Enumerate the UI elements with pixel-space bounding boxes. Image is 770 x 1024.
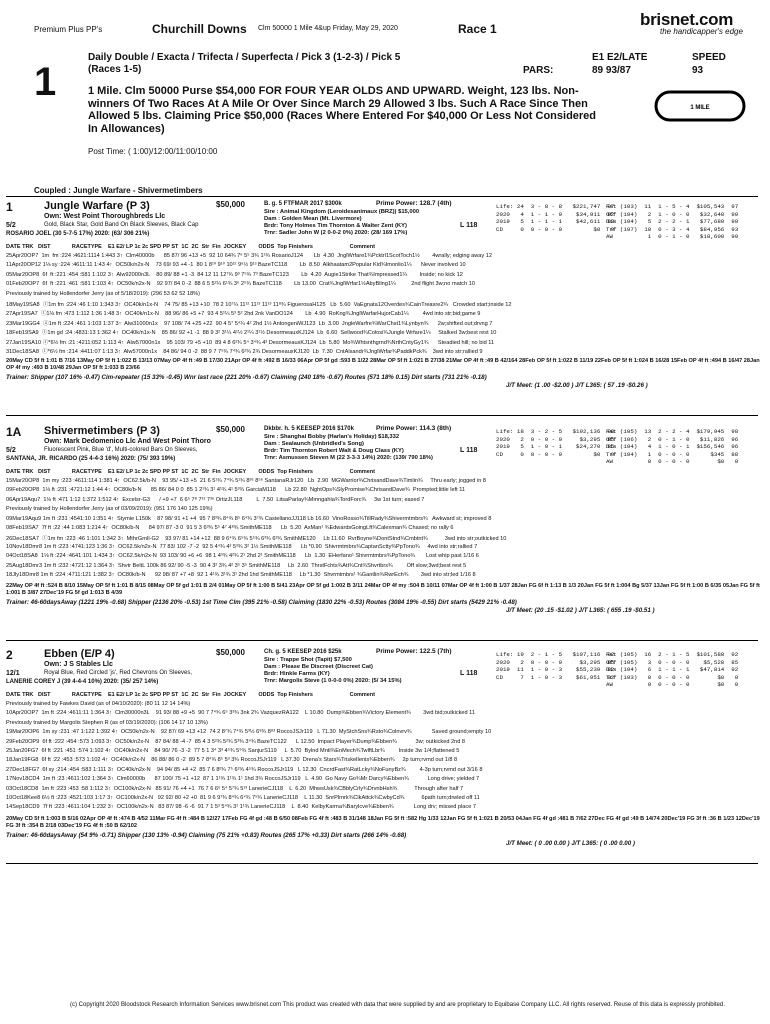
claiming-price: $50,000 — [216, 425, 245, 434]
prime-power: Prime Power: 122.5 (7th) — [376, 648, 452, 655]
surface-stat-row: Off (104) 2 1 - 0 - 0 $32,648 90 — [606, 210, 739, 218]
past-performance-line: 09Mar19Aqu9 1m ft :231 :4541:10 1:351 4↑ Stymie L150k 87 98/ 91 +1 +4 95 7 8³¾ 8⁴¾ 8⁵ 6⁴¾ 3⁷¾ CastellanoJJ118 Lb 16.60 VinoRosso¾TillRady¾Shivermtmbrs¾ Awkward st; improved 8 — [6, 515, 492, 522]
copyright-footer: (c) Copyright 2020 Bloodstock Research Information Services www.brisnet.com This product was created with data that were supplied by and are proprietary to Equibase Company LLC. All rights reserved. Reuse of this data is expressly prohibited. — [70, 1002, 725, 1008]
past-performance-line: 06Apr19Aqu7 1⅛ ft :471 1:12 1:372 1:512 4↑ Excelsr-G3 / +9 +7 6 6⁵ 7⁸ 7¹² 7³⁶ OrtizJL118 L 7.50 LitsaParlay¾Mmngahla¾TordForc¾ 3w 1st turn; eased 7 — [6, 496, 425, 503]
life-stat-row: CD 0 0 - 0 - 0 $0 0 — [496, 225, 615, 233]
silks: Fluorescent Pink, Blue 'd', Multi-colored Bars On Sleeves, — [44, 447, 198, 453]
past-performance-line: 10Oct18Kee8 6½ ft :223 :4521:103 1:17 3↑ OC100k/n2x-N 92 92/ 80 +2 +0 81 9 6 9⁷¾ 8⁴¾ 6⁴¾ 7⁵¾ LanerieCJ118 L 11.30 SnrPlrnrk¾ClkAttck¾CwbyCd¾ 6path turn;drwled off 11 — [6, 795, 480, 801]
past-performance-line: 15Mar20OP8 1m my :223 :4611:114 1:381 4↑ OC62.5k/b-N 93 95/ +13 +5 21 6 5¹¾ 7⁴¾ 5¹¾ 8³⁶ 8⁵⁶ SantanaRJr120 Lb 2.90 MGWarrior¾ChrisandDave¾Timlin¾ Thru early; jogged in 8 — [6, 478, 486, 484]
breeding: B. g. 5 FTFMAR 2017 $300k — [264, 201, 342, 207]
brisnet-tagline: the handicapper's edge — [660, 27, 743, 36]
life-stat-row: Life: 18 3 - 2 - 5 $192,136 98 — [496, 428, 615, 435]
surface-stat-row: Fst (103) 11 1 - 5 - 4 $105,543 97 — [606, 203, 739, 210]
owner: Own: Mark Dedomenico Llc And West Point Thoro — [44, 438, 211, 445]
claiming-price: $50,000 — [216, 200, 245, 209]
past-performance-line: 27Jan19SA10 ⓣ*6½ fm :21 :4211:052 1:113 4↑ Alw57000n1x 95 103/ 79 +5 +10 89 4 8 6²¾ 5⁴ 3⁴¾ 4³ DesormeauxKJ124 Lb 5.80 Mo¾Whtsnthgrnd¾NrthCntyGy1¾ Steadied hill; no bid 11 — [6, 339, 495, 346]
pp-column-header: DATE TRK DIST RACETYPE E1 E2/ LP 1c 2c SPD PP ST 1C 2C Str Fin JOCKEY ODDS Top Finishers Comment — [6, 692, 375, 698]
surface-stat-row: Fst (105) 13 2 - 2 - 4 $179,945 98 — [606, 428, 739, 435]
jockey-info: SANTANA, JR. RICARDO (25 4-4-3 16%) 2020: (75/ 393 19%) — [6, 456, 176, 462]
post-time: Post Time: ( 1:00)/12:00/11:00/10:00 — [88, 147, 218, 156]
past-performance-line: 18Jan19FG8 6f ft :22 :453 :573 1:102 4↑ OC40k/n2x-N 86 88/ 86 0 -2 89 5 7 8⁴¾ 8⁵ 5³ 3¾ RoccoJSJr119 L 37.30 Drena's Stars¾TriskelIenis¾Ebben¾ 2p turn;rvmd out 1/8 8 — [6, 757, 458, 764]
past-performance-line: 03Oct18CD8 1m ft :223 :453 :58 1:112 3↑ OC100k/n2x-N 85 91/ 76 +4 +1 76 7 6 6⁶ 5⁴ 5⁷¾ 5¹³ LanerieCJ118 L 6.20 MhwsUsk¾CBblyCrly¾DrvnbHsh¾ Through after half 7 — [6, 785, 464, 792]
past-performance-line: Previously trained by Hollendorfer Jerry (as of 03/09/2019): (951 176 140 125 19%) — [6, 506, 213, 513]
post-position: 1A — [6, 425, 22, 439]
breeder: Brdr: Hinkle Farms (KY) — [264, 671, 330, 677]
track-diagram-icon — [650, 82, 750, 126]
past-performance-line: 10Nov18Dmr8 1m ft :223 :4741:123 1:36 3↑ OC62.5k/n2x-N 77 83/ 102 -7 -2 92 5 4⁴¾ 4² 5³¾ 3² 1½ SmithME118 Lb *0.90 Shivrmtmbrs¾CaptanSctty¾PpTono¾ 4wd into str;rallied 7 — [6, 543, 478, 550]
divider — [6, 415, 758, 416]
wager-types: Daily Double / Exacta / Trifecta / Superfecta / Pick 3 (1-2-3) / Pick 5 (Races 1-5) — [88, 52, 401, 75]
past-performance-line: Previously trained by Margolis Stephen R (as of 03/19/2020): (106 14 17 10 13%) — [6, 719, 208, 726]
race-meta: Clm 50000 1 Mile 4&up Friday, May 29, 2020 — [258, 25, 398, 32]
divider — [6, 640, 758, 641]
life-stat-row: 2020 4 1 - 1 - 0 $34,911 92 — [496, 210, 615, 218]
horse-name: Shivermetimbers (P 3) — [44, 425, 160, 437]
morning-line-odds: 12/1 — [6, 670, 20, 677]
owner: Own: J S Stables Llc — [44, 661, 113, 668]
coupled-entry: Coupled : Jungle Warfare - Shivermetimbers — [34, 186, 203, 195]
past-performance-line: 25Aug18Dmr3 1m ft :232 :4721:12 1:364 3↑ Shvtr BeltL 100k 86 92/ 90 -5 -3 90 4 3² 3¾ 4² 3⁵ 3⁵ SmithME118 Lb 2.60 ThrstFchts¾Att¾Cnt¾Shvrtbrs¾ Off slow;3wd;best rest 5 — [6, 562, 467, 569]
trainer-stats: Trainer: Shipper (107 16% -0.47) Cim-repeater (15 33% -0.45) Wnr last race (221 20% -0.67) Claiming (240 18% -0.67) Routes (571 18% 0.15) Dirt starts (731 21% -0.18) — [6, 374, 487, 382]
pp-column-header: DATE TRK DIST RACETYPE E1 E2/ LP 1c 2c SPD PP ST 1C 2C Str Fin JOCKEY ODDS Top Finishers Comment — [6, 244, 375, 250]
life-stat-row: CD 7 1 - 0 - 3 $61,951 92 — [496, 673, 615, 681]
past-performance-line: Previously trained by Fawkes David (as of 04/10/2020): (80 11 12 14 14%) — [6, 701, 191, 707]
past-performance-line: 01Feb20OP7 6f ft :221 :461 :581 1:103 4↑ OC50k/n2x-N 92 97/ 84 0 -2 88 6 5 5²¼ 6¹¾ 3⁶ 2⁵¾ BazeTC118 Lb 13.00 Crat¾JnglWrfar1½AbyBling1¼ 2nd flight 3w;no match 10 — [6, 281, 475, 288]
life-stat-row: Life: 19 2 - 1 - 5 $107,116 92 — [496, 651, 615, 658]
past-performance-line: 18May19SA8 ⓣ1m fm :224 :46 1:10 1:343 3↑ OC40k/n1x-N 74 75/ 85 +13 +10 78 2 10⁷¼ 11¹² 11¹³ 11¹³ 11⁸¾ FiguerosaH125 Lb 5.60 VaEgnata12Overdes¾CainTreasre2¾ Crowded start;inside 12 — [6, 302, 512, 308]
horse-name: Jungle Warfare (P 3) — [44, 200, 150, 212]
sire: Sire : Shanghai Bobby (Harlan's Holiday) $18,332 — [264, 434, 400, 440]
past-performance-line: Previously trained by Hollendorfer Jerry (as of 5/18/2019): (296 53 62 52 18%) — [6, 290, 201, 297]
past-performance-line: 27Apr19SA7 ⓣ1⅛ fm :473 1:112 1:36 1:48 3↑ OC40k/n1x-N 88 96/ 86 +5 +7 93 4 5¹¼ 5³ 5² 2hd 2nk VanDO124 Lb 4.90 RoKng¾JnglWarfarHujorCab1¼ 4wd into str;bid;game 9 — [6, 311, 481, 318]
weight: L 118 — [460, 222, 478, 229]
horse-entry — [6, 200, 766, 415]
trainer-stats: Trainer: 46-60daysAway (1221 19% -0.68) Shipper (2136 20% -0.53) 1st Time Clm (395 21% -0.58) Claiming (1830 22% -0.53) Routes (3084 19% -0.55) Dirt starts (5429 21% -0.48) — [6, 599, 517, 607]
trainer: Trnr: Margolis Steve (1 0-0-0 0%) 2020: (5/ 34 15%) — [264, 678, 402, 684]
breeder: Brdr: Tim Thornton Robert Walt & Doug Class (KY) — [264, 448, 404, 454]
trainer: Trnr: Asmussen Steven M (22 3-3-3 14%) 2020: (139/ 790 18%) — [264, 455, 433, 461]
pars-values: 89 93/87 — [592, 65, 631, 76]
breeding: Ch. g. 5 KEESEP 2016 $25k — [264, 649, 342, 655]
prime-power: Prime Power: 114.3 (8th) — [376, 425, 452, 432]
surface-stat-row: Fst (105) 16 2 - 1 - 5 $101,588 92 — [606, 651, 739, 658]
surface-stat-row: Off (105) 3 0 - 0 - 0 $5,528 85 — [606, 658, 739, 666]
surface-stat-row: AW 0 0 - 0 - 0 $0 0 — [606, 681, 739, 688]
past-performance-line: 04Oct18SA8 1⅛ ft :224 :4641:101 1:434 3↑ OC62.5k/n2x-N 93 103/ 90 +6 +6 98 1 4³¾ 4²¾ 2¹ 2hd 2¹ SmithME118 Lb 1.30 EHerfano¹ Shivrmtmbrs¾PpTono¾ Lost whip past 1/16 6 — [6, 553, 479, 560]
trainer-stats: Trainer: 46-60daysAway (54 9% -0.71) Shipper (130 13% -0.94) Claiming (75 21% +0.83) Routes (265 17% +0.33) Dirt starts (266 14% -0.68) — [6, 831, 407, 839]
life-stat-row: CD 0 0 - 0 - 0 $0 0 — [496, 450, 615, 458]
weight: L 118 — [460, 447, 478, 454]
divider — [6, 196, 758, 197]
jockey-info: LANERIE COREY J (39 4-4-4 10%) 2020: (35/ 257 14%) — [6, 679, 159, 685]
pars-header: E1 E2/LATE — [592, 52, 648, 63]
race-number: 1 — [34, 60, 57, 104]
weight: L 118 — [460, 670, 478, 677]
past-performance-line: 05Mar20OP8 6f ft :221 :454 :581 1:102 3↑ Alw92000n3L 80 89/ 88 +1 -3 84 12 11 12⁷¾ 9³ 7⁵¾ 7³ BazeTC123 Lb 4.20 Augie1Strike That¾Impressed1¼ Inside; no kick 12 — [6, 271, 463, 278]
life-stat-row: 2019 5 1 - 1 - 1 $42,611 93 — [496, 218, 615, 225]
past-performance-line: 26Dec18SA7 ⓣ1m fm :223 :46 1:101 1:342 3↑ MthrGrnll-G2 93 97/ 81 +14 +12 88 9 6⁴¾ 6⁵¾ 5⁵¾ 6³¾ 6³¾ SmithME120 Lb 11.60 RvrBoyne¾DontStnd¾Cmbtnt¾ 3wd into str;outkicked 10 — [6, 536, 507, 543]
surface-stat-row: AW 0 0 - 0 - 0 $0 0 — [606, 458, 739, 465]
past-performance-line: 10Apr20OP7 1m ft :224 :4611:11 1:364 3↑ Clm30000n3L 91 93/ 88 +9 +5 90 7 7⁴¾ 6⁵ 3³¾ 3nk 2¾ VazquezRA122 L 10.80 Dump¾Ebben¾Victory Element¾ 3wd bid;outkicked 11 — [6, 710, 475, 717]
post-position: 1 — [6, 200, 13, 214]
breeding: Dkbbr. h. 5 KEESEP 2016 $170k — [264, 426, 354, 432]
workouts: 20May CD 5f ft 1:003 B 5/16 02Apr OP 4f ft :474 B 4/52 11Mar FG 4f ft :484 B 12/27 17Feb FG 4f gd :48 B 6/50 08Feb FG 4f ft :483 B 31/148 18Jan FG 5f ft :582 Hg 1/33 12Jan FG 5f ft 1:021 B 20/53 04Jan FG 4f gd :481 B 7/62 27Dec FG 4f gd :49 B 14/74 20Dec'19 FG 3f ft :36 B 1/23 12Dec'19 FG 3f ft :354 B 2/18 03Dec'19 FG 4f ft :50 B 62/102 — [6, 815, 760, 829]
workouts: 22May OP 4f ft :524 B 8/10 15May OP 5f ft 1:01 B 8/15 08May OP 5f gd 1:01 B 2/4 01May OP 5f ft 1:00 B 5/41 23Apr OP 5f gd 1:002 B 3/11 24Mar OP 4f my :504 B 10/11 07Mar OP 4f ft 1:00 B 1/37 28Jan FG 6f ft 1:13 B 1/3 20Jan FG 5f ft 1:004 Bg 5/37 13Jan FG 5f ft 1:00 B 6/35 05Jan FG 5f ft 1:001 B 3/87 27Dec'19 FG 5f gd 1:013 B 4/39 — [6, 583, 760, 597]
past-performance-line: 27Dec18FG7 6f sy :214 :454 :583 1:111 3↑ OC40k/n2x-N 94 94/ 85 +4 +2 85 7 6 8²¾ 7⁵ 6²¾ 4⁵¾ RoccoJSJr119 L 12.30 CncrdFast¾RatLcky¾NoFunyBz¾ 4-3p turn;rvmd out 3/16 8 — [6, 766, 483, 773]
jt-meet-stats: J/T Meet: ( 0 .00 0.00 ) J/T L365: ( 0 .00 0.00 ) — [506, 839, 635, 847]
life-stat-row: 2019 5 1 - 0 - 1 $24,270 95 — [496, 443, 615, 450]
past-performance-line: 25Jan20FG7 6f ft :221 :451 :574 1:102 4↑ OC40k/n2x-N 84 90/ 76 -3 -2 77 5 1 3⁴ 3³ 4⁵¾ 5⁹¾ SanjurS119 L 5.70 Bylnd Mntl¾EnMech¾TwlftLbr¾ Inside 3w 1/4;flattened 5 — [6, 748, 460, 754]
pp-column-header: DATE TRK DIST RACETYPE E1 E2/ LP 1c 2c SPD PP ST 1C 2C Str Fin JOCKEY ODDS Top Finishers Comment — [6, 469, 375, 475]
jt-meet-stats: J/T Meet: (1 .00 -$2.00 ) J/T L365: ( 57 .19 -$0.26 ) — [506, 382, 648, 390]
speed-value: 93 — [692, 65, 704, 76]
past-performance-line: 25Apr20OP7 1m fm :224 :4621:1114 1:443 3↑ Clm40000b 85 87/ 96 +13 +5 92 10 64¾ 7⁶ 5⁵ 3¾ 1¹¾ RosarioJ124 Lb 4.30 JnglWrfare1¾Pcktrl1ScotToch1½ 4wrally; edging away 12 — [6, 253, 492, 259]
past-performance-line: 23Mar19GG4 ⓐ1m ft :224 :461 1:103 1:37 3↑ Alw31000n1x 97 108/ 74 +25 +22 90 4 5⁷ 5⁴¼ 4² 2hd 1½ AntongeniWJ123 Lb 3.00 JngleWarfre¾WarChst1¾Lynbyn¾ 2w;shifted out;drvng 7 — [6, 320, 493, 327]
brisnet-logo: brisnet.com — [640, 10, 734, 29]
track-name: Churchill Downs — [152, 22, 247, 36]
life-stat-row: Life: 24 3 - 8 - 8 $221,747 97 — [496, 203, 615, 210]
track-distance-label: 1 MILE — [690, 105, 710, 111]
speed-header: SPEED — [692, 52, 726, 63]
dam: Dam : Please Be Discreet (Discreet Cat) — [264, 664, 373, 670]
life-stat-row: 2020 2 0 - 0 - 0 $3,295 85 — [496, 435, 615, 443]
past-performance-line: 09Feb20OP8 1⅛ ft :231 :4721:12 1:44 4↑ OC80k/b-N 85 86/ 84 0 0 85 1 2¹¾ 3¹ 4¹¾ 4¹ 5³¾ GarciaM118 Lb 22.80 NghtOps¾SlyPromise¾ChrisandDave¾ Prompted;little left 11 — [6, 487, 466, 494]
life-stat-row: 2020 2 0 - 0 - 0 $3,295 85 — [496, 658, 615, 666]
past-performance-line: 29Feb20OP9 6f ft :222 :454 :573 1:093 3↑ OC50k/n2x-N 87 84/ 88 -4 -7 85 4 3 5²¾ 5²¾ 5³¾ 3⁴¾ BazeTC122 L 12.50 Impact Player¾Dump¾Ebben¾ 3w; outkicked 2nd 8 — [6, 738, 465, 745]
past-performance-line: 18Jly18Dmr8 1m ft :224 :4711:121 1:382 3↑ OC80k/b-N 92 98/ 87 +7 +8 92 1 4¹¾ 3¹¾ 3¹ 2hd 1hd SmithME118 Lb *1.30 Shvrmtmbrs¹ ¾Gantlin¾RwrEch¾ 3wd into str;led 1/16 8 — [6, 572, 476, 578]
post-position: 2 — [6, 648, 13, 662]
race-conditions: 1 Mile. Clm 50000 Purse $54,000 FOR FOUR YEAR OLDS AND UPWARD. Weight, 123 lbs. Non-winners Of Two Races At A Mile Or Over Since March 29 Allowed 3 lbs. Such A Race Since Then Allowed 5 lbs. Claiming Price $50,000 (Races Where Entered For $40,000 Or Less Not Considered In Allowances) — [88, 85, 597, 135]
jt-meet-stats: J/T Meet: (20 .15 -$1.02 ) J/T L365: ( 655 .19 -$0.51 ) — [506, 607, 655, 615]
surface-stat-row: AW 1 0 - 1 - 0 $18,600 90 — [606, 233, 739, 240]
claiming-price: $50,000 — [216, 648, 245, 657]
morning-line-odds: 5/2 — [6, 222, 16, 229]
sire: Sire : Trappe Shot (Tapit) $7,500 — [264, 657, 352, 663]
surface-stat-row: Trf (103) 0 0 - 0 - 0 $0 0 — [606, 673, 739, 681]
past-performance-line: 11Apr20OP12 1⅛ sy :224 :4611:11 1:43 4↑ OC50k/n2x-N 73 69/ 93 +4 -1 80 1 8¹⁰ 9¹⁰ 10¹² 9⁹½ 9¹³ BazeTC118 Lb 8.50 Alkhaatam2Popular Kid¾Imonlio1¼ Never involved 10 — [6, 262, 466, 269]
pars-label: PARS: — [523, 65, 554, 76]
dam: Dam : Golden Mean (Mt. Livermore) — [264, 216, 362, 222]
divider — [6, 863, 758, 864]
life-stat-row: 2019 11 1 - 0 - 3 $55,230 92 — [496, 666, 615, 673]
prime-power: Prime Power: 128.7 (4th) — [376, 200, 452, 207]
horse-entry — [6, 648, 766, 863]
owner: Own: West Point Thoroughbreds Llc — [44, 213, 166, 220]
past-performance-line: 08Feb19SA7 7f ft :22 :44 1:083 1:214 4↑ OC80k/b-N 84 97/ 87 -3 0 91 5 3 6³¾ 5⁵ 4⁷ 4⁸¾ SmithME118 Lb 5.20 AxMan¹ ¾EdwardsGoingLft¾Calexman¾ Chased; no rally 6 — [6, 525, 454, 531]
surface-stat-row: Trf (107) 10 0 - 3 - 4 $84,956 93 — [606, 225, 739, 233]
surface-stat-row: Dis (104) 6 1 - 1 - 1 $47,814 92 — [606, 666, 739, 673]
silks: Royal Blue, Red Circled 'js', Red Chevrons On Sleeves, — [44, 670, 193, 676]
brand-label: Premium Plus PP's — [34, 25, 103, 34]
breeder: Brdr: Tony Holmes Tim Thornton & Walter Zent (KY) — [264, 223, 407, 229]
silks: Gold, Black Star, Gold Band On Black Sleeves, Black Cap — [44, 222, 199, 228]
past-performance-line: 18Feb19SA9 ⓣ1m gd :24 :4831:13 1:362 4↑ OC40k/n1x-N 85 86/ 92 +1 -1 88 9 3² 3¹¼ 4¹½ 2¹¼ 3¹½ DesormeauxKJ124 Lb 6.60 Sellwood¾Colosi¾Jungle Wrfare1¼ Stalked 3w;best rest 10 — [6, 330, 497, 337]
past-performance-line: 14Sep18CD9 7f ft :223 :4611:104 1:232 3↑ OC100k/n2x-N 83 87/ 98 -6 -6 91 7 1 5³ 5⁴¾ 3¹ 1¹¾ LanerieCJ118 L 8.40 KelbyKarma¾Barylcve¾Ebben¾ Long drv; missed place 7 — [6, 804, 476, 811]
dam: Dam : Sealaunch (Unbridled's Song) — [264, 441, 364, 447]
morning-line-odds: 5/2 — [6, 447, 16, 454]
workouts: 20May CD 5f ft 1:01 B 7/16 13May OP 5f ft 1:022 B 13/13 07May OP 4f ft :49 B 17/30 21Apr OP 4f ft :492 B 16/33 06Apr OP 5f gd :593 B 1/22 28Mar OP 5f ft 1:021 B 27/38 21Mar OP 4f ft :49 B 42/164 28Feb OP 5f ft 1:022 B 11/19 22Feb OP 5f ft 1:024 B 16/28 15Feb OP 4f ft :494 B 16/47 28Jan OP 4f my :493 B 10/48 29Jan OP 5f ft 1:033 B 23/66 — [6, 358, 760, 372]
past-performance-line: 31Dec18SA8 ⓣ*6½ fm :214 :4411:07 1:13 3↑ Alw57000n1x 84 86/ 94 0 -2 88 9 7 7⁵¾ 7⁴¾ 6²¾ 2¾ DesormeauxKJ120 Lb 7.30 CntAlxandr¾JnglWrfar¾PaddkPck¾ 3wd into str;rallied 9 — [6, 349, 483, 355]
sire: Sire : Animal Kingdom (Leroidesanimaux (BRZ)) $15,000 — [264, 209, 420, 215]
jockey-info: ROSARIO JOEL (30 5-7-5 17%) 2020: (63/ 306 21%) — [6, 231, 150, 237]
surface-stat-row: Dis (104) 5 2 - 2 - 1 $77,680 90 — [606, 218, 739, 225]
horse-name: Ebben (E/P 4) — [44, 648, 115, 660]
surface-stat-row: Trf (104) 1 0 - 0 - 0 $345 88 — [606, 450, 739, 458]
race-title: Race 1 — [458, 22, 497, 36]
past-performance-line: 17Nov18CD4 1m ft :23 :4611:102 1:364 3↑ Clm60000b 87 100/ 75 +1 +12 87 1 1¹¾ 1¹¾ 1¹ 1hd 3¾ RoccoJSJr119 L 4.90 Go Navy Go¾Mr Darcy¾Ebben¾ Long drive; yielded 7 — [6, 776, 480, 783]
horse-entry — [6, 425, 766, 640]
past-performance-line: 19Mar20OP6 1m sy :231 :47 1:122 1:392 4↑ OC50k/n2x-N 92 87/ 69 +13 +12 74 2 8⁷¾ 7⁴¾ 5³½ 6⁸¾ 8⁸³ RoccoJSJr119 L 71.30 MyStchSns¾Rsto¾Colnvrv¾ Saved ground;empty 10 — [6, 729, 492, 736]
surface-stat-row: Dis (104) 4 1 - 0 - 1 $156,546 96 — [606, 443, 739, 450]
trainer: Trnr: Sadler John W (2 0-0-2 0%) 2020: (28/ 169 17%) — [264, 230, 408, 236]
surface-stat-row: Off (106) 2 0 - 1 - 0 $11,826 96 — [606, 435, 739, 443]
